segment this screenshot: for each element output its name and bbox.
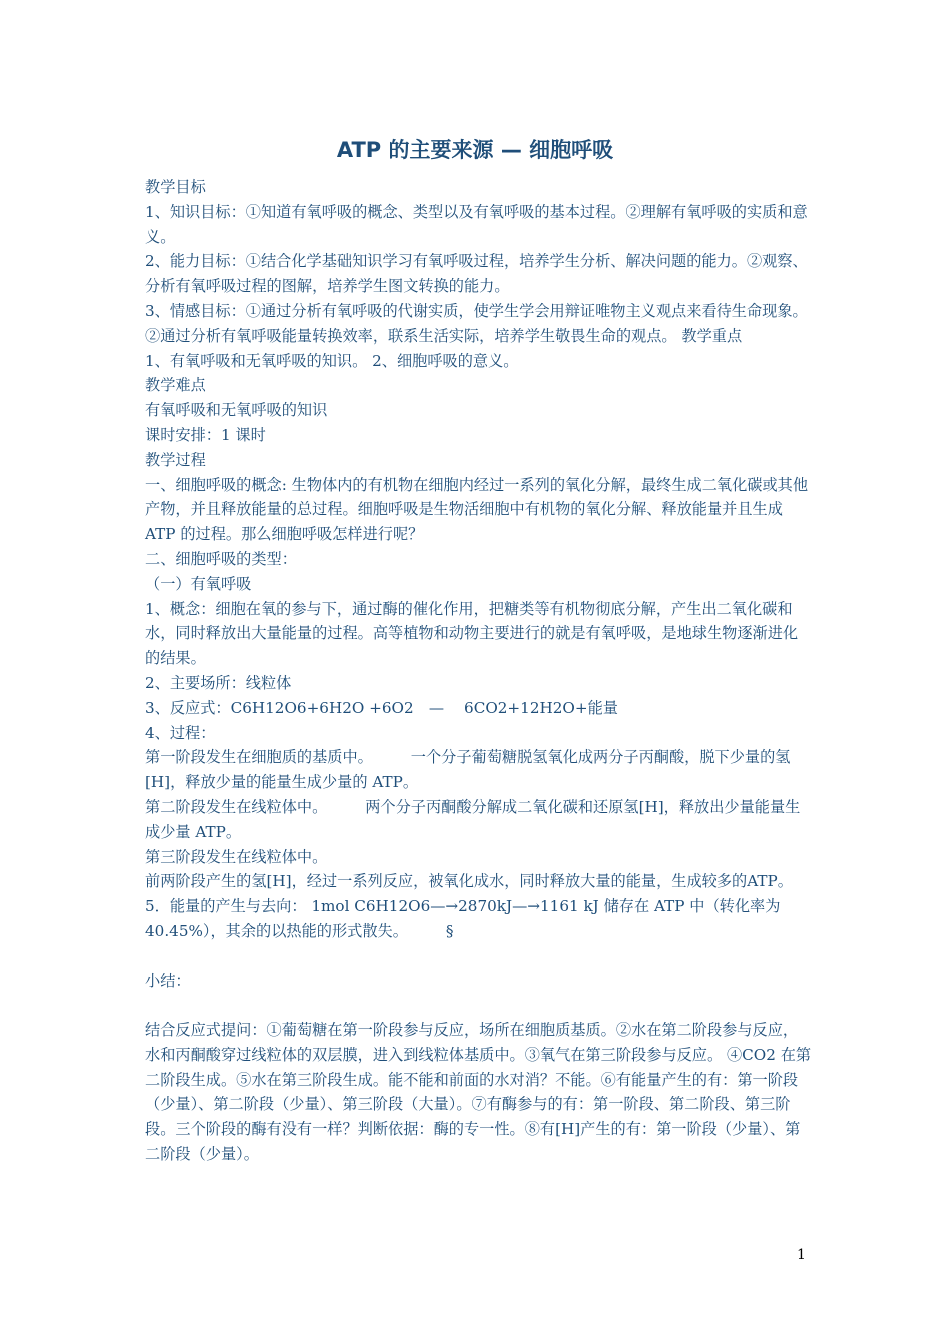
paragraph: 第二阶段发生在线粒体中。 两个分子丙酮酸分解成二氧化碳和还原氢[H]，释放出少量能量生成少量 ATP。 (145, 797, 801, 841)
paragraph: 第一阶段发生在细胞质的基质中。 一个分子葡萄糖脱氢氧化成两分子丙酮酸，脱下少量的氢[H]，释放少量的能量生成少量的 ATP。 (145, 748, 791, 792)
paragraph: 2、能力目标：①结合化学基础知识学习有氧呼吸过程，培养学生分析、解决问题的能力。②观察、分析有氧呼吸过程的图解，培养学生图文转换的能力。 (145, 252, 808, 296)
paragraph: 3、反应式：C6H12O6+6H2O +6O2 — 6CO2+12H2O+能量 (145, 698, 618, 717)
paragraph: 教学过程 (145, 450, 206, 469)
document-title: ATP 的主要来源 — 细胞呼吸 (336, 138, 614, 162)
paragraph: 3、情感目标：①通过分析有氧呼吸的代谢实质，使学生学会用辩证唯物主义观点来看待生命现象。②通过分析有氧呼吸能量转换效率，联系生活实际，培养学生敬畏生命的观点。 教学重点 (145, 301, 808, 345)
blank-line (145, 944, 813, 969)
paragraph: 前两阶段产生的氢[H]，经过一系列反应，被氧化成水，同时释放大量的能量，生成较多的ATP。 (145, 872, 793, 891)
paragraph: 1、知识目标：①知道有氧呼吸的概念、类型以及有氧呼吸的基本过程。②理解有氧呼吸的实质和意义。 (145, 202, 808, 246)
paragraph: 教学难点 (145, 376, 206, 395)
document-body (145, 175, 813, 1167)
paragraph: 第三阶段发生在线粒体中。 (145, 847, 328, 866)
paragraph: 结合反应式提问：①葡萄糖在第一阶段参与反应，场所在细胞质基质。②水在第二阶段参与反应，水和丙酮酸穿过线粒体的双层膜，进入到线粒体基质中。③氧气在第三阶段参与反应。 ④CO2 在第二阶段生成。⑤水在第三阶段生成。能不能和前面的水对消？不能。⑥有能量产生的有：第一阶段（少量）、第二阶段（少量）、第三阶段（大量）。⑦有酶参与的有：第一阶段、第二阶段、第三阶段。三个阶段的酶有没有一样？判断依据：酶的专一性。⑧有[H]产生的有：第一阶段（少量）、第二阶段（少量）。 (145, 1021, 812, 1164)
blank-line (145, 993, 813, 1018)
paragraph: 有氧呼吸和无氧呼吸的知识 (145, 401, 328, 420)
paragraph: 5．能量的产生与去向： 1mol C6H12O6—→2870kJ—→1161 kJ 储存在 ATP 中（转化率为 40.45%），其余的以热能的形式散失。 § (145, 897, 781, 940)
page-number: 1 (797, 1247, 806, 1263)
paragraph: 教学目标 (145, 178, 206, 196)
paragraph: 二、细胞呼吸的类型： (145, 549, 297, 568)
paragraph: 1、有氧呼吸和无氧呼吸的知识。 2、细胞呼吸的意义。 (145, 351, 519, 370)
paragraph: 小结： (145, 971, 191, 990)
paragraph: 一、细胞呼吸的概念: 生物体内的有机物在细胞内经过一系列的氧化分解，最终生成二氧化碳或其他产物，并且释放能量的总过程。细胞呼吸是生物活细胞中有机物的氧化分解、释放能量并且生成 ATP 的过程。那么细胞呼吸怎样进行呢？ (145, 475, 809, 544)
paragraph: 课时安排：1 课时 (145, 425, 266, 444)
paragraph: 2、主要场所：线粒体 (145, 673, 292, 692)
paragraph: 4、过程： (145, 723, 216, 742)
paragraph: 1、概念：细胞在氧的参与下，通过酶的催化作用，把糖类等有机物彻底分解，产生出二氧化碳和水，同时释放出大量能量的过程。高等植物和动物主要进行的就是有氧呼吸，是地球生物逐渐进化的结果。 (145, 599, 799, 668)
paragraph: （一）有氧呼吸 (145, 574, 252, 593)
